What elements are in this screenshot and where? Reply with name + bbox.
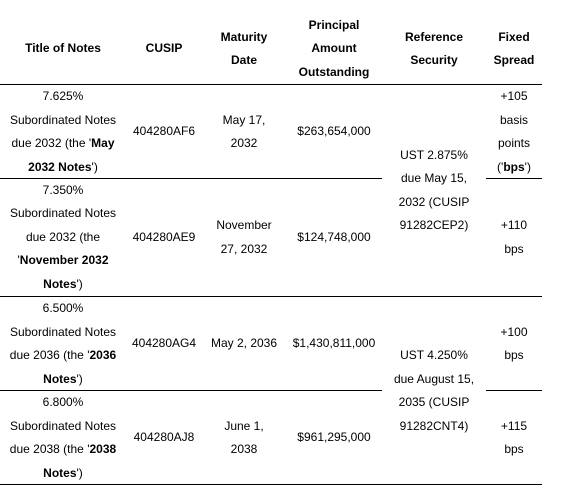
reference-text: 91282CEP2) xyxy=(399,218,469,232)
maturity-text: 2038 xyxy=(230,442,258,456)
title-text: due 2038 (the ' xyxy=(9,442,90,456)
header-principal-line: Outstanding xyxy=(298,64,370,79)
header-principal xyxy=(286,14,382,84)
header-spread-line: Spread xyxy=(493,53,535,67)
reference-text: due May 15, xyxy=(400,171,468,185)
maturity-text: 27, 2032 xyxy=(220,241,268,256)
rule-table-bottom xyxy=(0,484,542,485)
spread-text: ') xyxy=(524,159,531,174)
title-bold-text: May xyxy=(91,136,115,150)
title-text: due 2032 (the xyxy=(25,229,101,244)
row1-spread xyxy=(486,85,542,179)
cusip-text: 404280AG4 xyxy=(131,336,197,351)
row4-title xyxy=(0,391,126,485)
spread-text: +105 xyxy=(500,89,528,103)
rule-row3-spread xyxy=(486,390,542,391)
spread-text: points xyxy=(497,136,531,150)
cusip-text: 404280AE9 xyxy=(132,229,196,244)
header-spread-line: Fixed xyxy=(498,29,530,44)
header-cusip xyxy=(126,14,202,84)
spread-text: +110 xyxy=(500,218,528,232)
header-title-text: Title of Notes xyxy=(25,41,101,56)
title-text: ') xyxy=(91,159,98,174)
spread-text: +100 xyxy=(500,324,528,339)
maturity-text: May 2, 2036 xyxy=(210,336,278,351)
spread-text: bps xyxy=(504,348,524,362)
row2-title xyxy=(0,179,126,296)
title-text: ') xyxy=(76,371,83,386)
title-bold-text: Notes xyxy=(43,276,77,291)
title-text: ') xyxy=(76,465,83,480)
row1-title xyxy=(0,85,126,179)
principal-text: $1,430,811,000 xyxy=(292,336,376,351)
row3-principal xyxy=(286,297,382,391)
header-maturity-line: Maturity xyxy=(220,29,268,44)
header-title-of-notes xyxy=(0,14,126,84)
row3-spread xyxy=(486,297,542,391)
rule-row1-left xyxy=(0,178,382,179)
row1-maturity xyxy=(202,85,286,179)
title-text: 7.350% xyxy=(42,182,84,197)
row4-maturity xyxy=(202,391,286,485)
rule-row1-spread xyxy=(486,178,542,179)
title-text: Subordinated Notes xyxy=(9,112,117,127)
maturity-text: 2032 xyxy=(230,136,258,150)
cusip-text: 404280AJ8 xyxy=(133,430,195,445)
title-text: Subordinated Notes xyxy=(9,324,117,339)
row3-title xyxy=(0,297,126,391)
reference-text: 91282CNT4) xyxy=(399,418,469,433)
principal-text: $263,654,000 xyxy=(297,124,371,139)
reference-text: 2032 (CUSIP xyxy=(398,194,470,209)
title-bold-text: 2036 xyxy=(89,348,117,362)
principal-text: $124,748,000 xyxy=(297,229,371,244)
row2-spread xyxy=(486,179,542,296)
title-text: 6.800% xyxy=(42,395,84,409)
header-reference-line: Security xyxy=(410,53,458,67)
row4-cusip xyxy=(126,391,202,485)
spread-text: bps xyxy=(504,442,524,456)
cusip-text: 404280AF6 xyxy=(132,124,196,139)
row3-maturity xyxy=(202,297,286,391)
row4-spread xyxy=(486,391,542,485)
title-text: 7.625% xyxy=(42,89,84,103)
principal-text: $961,295,000 xyxy=(297,430,371,445)
row4-principal xyxy=(286,391,382,485)
reference-text: UST 4.250% xyxy=(400,348,468,362)
spread-text: +115 xyxy=(500,418,528,433)
row1-principal xyxy=(286,85,382,179)
title-text: ' xyxy=(17,253,20,268)
maturity-text: November xyxy=(216,218,272,232)
header-principal-line: Principal xyxy=(308,17,360,32)
reference-text: due August 15, xyxy=(393,371,475,386)
reference-text: UST 2.875% xyxy=(400,147,468,162)
maturity-text: June 1, xyxy=(224,418,264,433)
title-bold-text: 2032 Notes xyxy=(28,159,92,174)
title-text: Subordinated Notes xyxy=(9,206,117,221)
row1-cusip xyxy=(126,85,202,179)
row2-maturity xyxy=(202,179,286,296)
title-bold-text: Notes xyxy=(43,465,77,480)
header-maturity-line: Date xyxy=(230,53,257,67)
reference-group-2 xyxy=(382,297,486,485)
title-text: 6.500% xyxy=(42,301,84,315)
title-bold-text: 2038 xyxy=(89,442,117,456)
title-text: due 2032 (the ' xyxy=(11,136,92,150)
title-text: due 2036 (the ' xyxy=(9,348,90,362)
row2-cusip xyxy=(126,179,202,296)
header-reference-line: Reference xyxy=(404,29,464,44)
title-bold-text: Notes xyxy=(43,371,77,386)
header-principal-line: Amount xyxy=(311,41,357,56)
title-text: Subordinated Notes xyxy=(9,418,117,433)
rule-row3-left xyxy=(0,390,382,391)
rule-header-bottom xyxy=(0,84,542,85)
spread-text: bps xyxy=(504,241,524,256)
rule-row2-bottom xyxy=(0,296,542,297)
title-bold-text: November 2032 xyxy=(19,253,109,268)
spread-text: basis xyxy=(499,112,528,127)
reference-text: 2035 (CUSIP xyxy=(398,395,470,409)
spread-text: (' xyxy=(497,159,504,174)
header-fixed-spread xyxy=(486,14,542,84)
header-maturity-date xyxy=(202,14,286,84)
header-cusip-text: CUSIP xyxy=(145,41,183,56)
title-text: ') xyxy=(76,276,83,291)
row3-cusip xyxy=(126,297,202,391)
maturity-text: May 17, xyxy=(222,112,266,127)
spread-bold-text: bps xyxy=(503,159,525,174)
row2-principal xyxy=(286,179,382,296)
reference-group-1 xyxy=(382,85,486,296)
header-reference-security xyxy=(382,14,486,84)
